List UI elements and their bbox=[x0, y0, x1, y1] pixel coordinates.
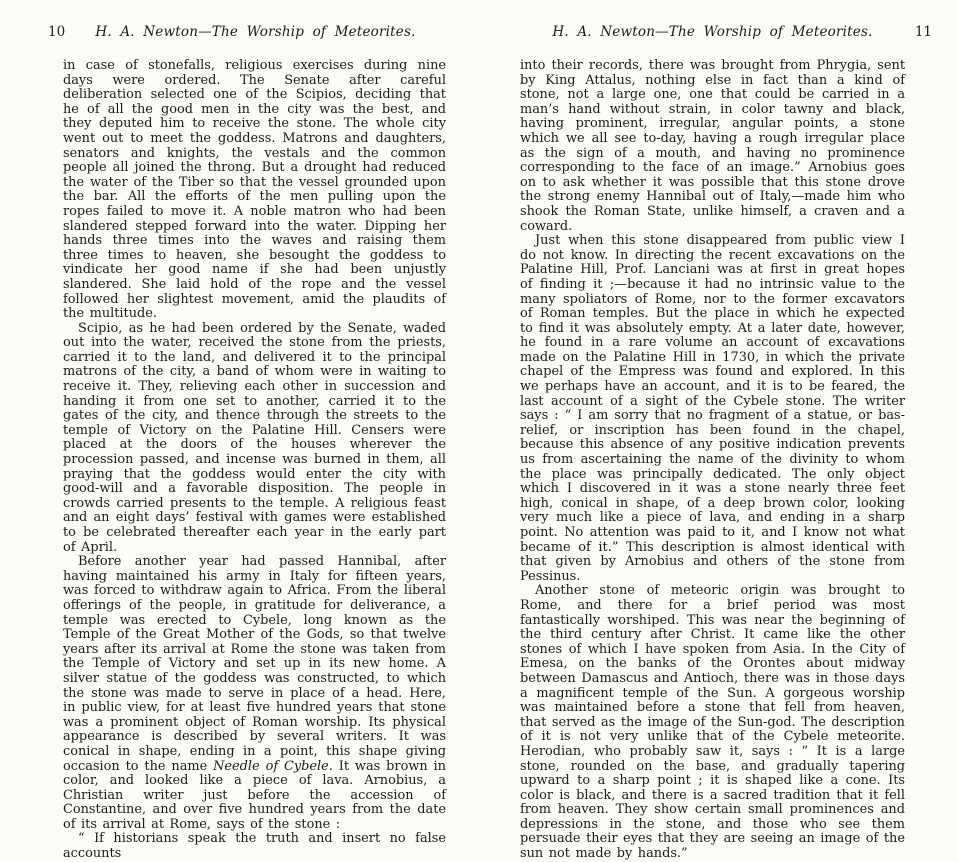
paragraph bbox=[520, 234, 905, 584]
body-text: into their records, there was brought from Phrygia, sent by King Attalus, nothing else in fact than a kind of stone, not a large one, one that could be carried in a man’s hand without strain, in color tawny and black, having prominent, irregular, angular points, a stone which we all see to-day, having a rough irregular place as the sign of a mouth, and having no prominence corresponding to the face of an image.” Arnobius goes on to ask whether it was possible that this stone drove the strong enemy Hannibal out of Italy,—made him who shook the Roman State, unlike himself, a craven and a coward. bbox=[520, 58, 905, 234]
body-text: It was brown in color, and looked like a piece of lava. Arnobius, a Christian writer just before the accession of Constantine, and over five hundred years from the date of its arrival at Rome, says of the stone : bbox=[63, 758, 446, 832]
body-text: in case of stonefalls, religious exercises during nine days were ordered. The Senate after careful deliberation selected one of the Scipios, deciding that he of all the good men in the city was the best, and they deputed him to receive the stone. The whole city went out to meet the goddess. Matrons and daughters, senators and knights, the vestals and the common people all joined the throng. But a drought had reduced the water of the Tiber so that the vessel grounded upon the bar. All the efforts of the men pulling upon the ropes failed to move it. A noble matron who had been slandered stepped forward into the water. Dipping her hands three times into the waves and raising them three times to heaven, she besought the goddess to vindicate her good name if she had been unjustly slandered. She laid hold of the rope and the vessel followed her slightest movement, amid the plaudits of the multitude. bbox=[63, 58, 446, 322]
paragraph bbox=[63, 555, 446, 832]
paragraph bbox=[63, 59, 446, 322]
paragraph bbox=[520, 584, 905, 861]
italic-text: Needle of Cybele. bbox=[213, 758, 333, 774]
body-text: Before another year had passed Hannibal, after having maintained his army in Italy for fifteen years, was forced to withdraw again to Africa. From the liberal offerings of the people, in gratitude for deliverance, a temple was erected to Cybele, long known as the Temple of the Great Mother of the Gods, so that twelve years after its arrival at Rome the stone was taken from the Temple of Victory and set up in its new home. A silver statue of the goddess was constructed, to which the stone was made to serve in place of a head. Here, in public view, for at least five hundred years that stone was a prominent object of Roman worship. Its physical appearance is described by several writers. It was conical in shape, ending in a point, this shape giving occasion to the name bbox=[63, 554, 446, 774]
page-left bbox=[48, 24, 448, 862]
page-header-right bbox=[520, 24, 932, 42]
running-title-left: H. A. Newton—The Worship of Meteorites. bbox=[95, 24, 416, 40]
paragraph bbox=[520, 59, 905, 234]
page-body-left bbox=[63, 59, 446, 862]
running-title-right: H. A. Newton—The Worship of Meteorites. bbox=[552, 24, 873, 40]
page-right bbox=[520, 24, 932, 862]
body-text: “ If historians speak the truth and insert no false accounts bbox=[63, 831, 446, 862]
page-number-left: 10 bbox=[48, 24, 66, 40]
body-text: Another stone of meteoric origin was brought to Rome, and there for a brief period was most fantastically worshiped. This was near the beginning of the third century after Christ. It came like the other stones of which I have spoken from Asia. In the City of Emesa, on the banks of the Orontes about midway between Damascus and Antioch, there was in those days a magnificent temple of the Sun. A gorgeous worship was maintained before a stone that fell from heaven, that served as the image of the Sun-god. The description of it is not very unlike that of the Cybele meteorite. Herodian, who probably saw it, says : “ It is a large stone, rounded on the base, and gradually tapering upward to a sharp point ; it is shaped like a cone. Its color is black, and there is a sacred tradition that it fell from heaven. They show certain small prominences and depressions in the stone, and those who see them persuade their eyes that they are seeing an image of the sun not made by hands.” bbox=[520, 583, 905, 862]
paragraph bbox=[63, 832, 446, 861]
page-body-right bbox=[520, 59, 905, 862]
paragraph bbox=[63, 322, 446, 556]
page-number-right: 11 bbox=[914, 24, 932, 40]
body-text: Just when this stone disappeared from public view I do not know. In directing the recent excavations on the Palatine Hill, Prof. Lanciani was at first in great hopes of finding it ;—because it had no intrinsic value to the many spoliators of Rome, nor to the former excavators of Roman temples. But the place in which he expected to find it was absolutely empty. At a later date, however, he found in a rare volume an account of excavations made on the Palatine Hill in 1730, in which the private chapel of the Empress was found and explored. In this we perhaps have an account, and it is to be feared, the last account of a sight of the Cybele stone. The writer says : “ I am sorry that no fragment of a statue, or bas-relief, or inscription has been found in the chapel, because this absence of any positive indication prevents us from ascertaining the name of the divinity to whom the place was principally dedicated. The only object which I discovered in it was a stone nearly three feet high, conical in shape, of a deep brown color, looking very much like a piece of lava, and ending in a sharp point. No attention was paid to it, and I know not what became of it.” This description is almost identical with that given by Arnobius and others of the stone from Pessinus. bbox=[520, 233, 905, 584]
body-text: Scipio, as he had been ordered by the Senate, waded out into the water, received the stone from the priests, carried it to the land, and delivered it to the principal matrons of the city, a band of whom were in waiting to receive it. They, relieving each other in succession and handing it from one set to another, carried it to the gates of the city, and thence through the streets to the temple of Victory on the Palatine Hill. Censers were placed at the doors of the houses wherever the procession passed, and incense was burned in them, all praying that the goddess would enter the city with good-will and a favorable disposition. The people in crowds carried presents to the temple. A religious feast and an eight days’ festival with games were established to be celebrated thereafter each year in the early part of April. bbox=[63, 320, 446, 555]
page-header-left bbox=[48, 24, 448, 42]
